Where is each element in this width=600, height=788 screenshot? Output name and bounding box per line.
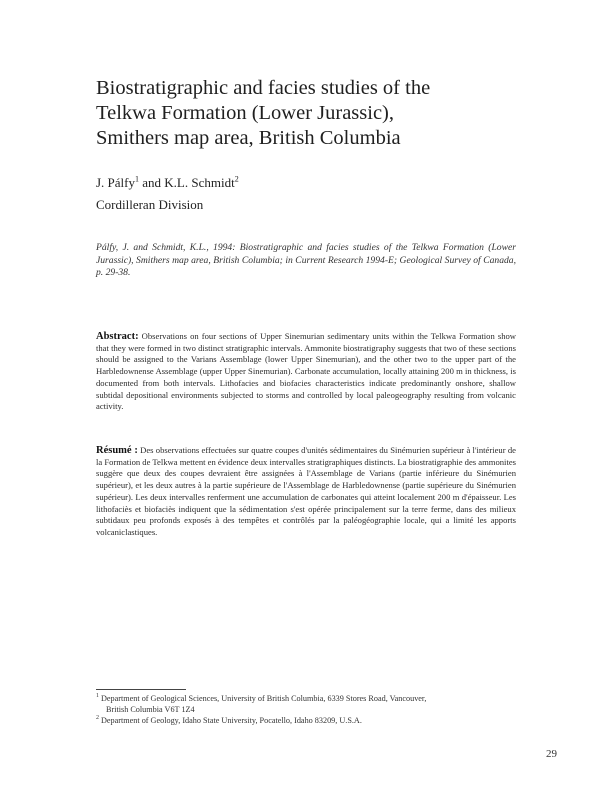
- author-affiliation: Cordilleran Division: [96, 197, 204, 212]
- footnote-1-line-1: Department of Geological Sciences, University of British Columbia, 6339 Stores Road, Vancouver,: [101, 694, 427, 703]
- author-2-name: K.L. Schmidt: [164, 175, 235, 190]
- author-1-name: J. Pálfy: [96, 175, 135, 190]
- author-line: [96, 175, 239, 191]
- footnote-2-mark: 2: [96, 715, 99, 722]
- abstract-label: Abstract:: [96, 331, 139, 342]
- abstract-text: Observations on four sections of Upper Sinemurian sedimentary units within the Telkwa Formation show that they were formed in two distinct stratigraphic intervals. Ammonite biostratigraphy suggests that two of these sections should be assigned to the Varians Assemblage (lower Upper Sinemurian), and the other two to the upper part of the Harbledownense Assemblage (upper Upper Sinemurian). Carbonate accumulation, locally attaining 200 m in thickness, is documented from both intervals. Lithofacies and biofacies characteristics indicate predominantly onshore, shallow subtidal depositional environments subjected to storms and controlled by local paleogeography resulting from volcanic activity.: [96, 331, 516, 412]
- footnote-1-line-2: British Columbia V6T 1Z4: [106, 705, 195, 714]
- page-number: 29: [546, 748, 557, 760]
- abstract-paragraph: [96, 331, 516, 413]
- footnotes: [96, 693, 516, 726]
- paper-title: [96, 76, 536, 151]
- author-2-footnote-mark: 2: [234, 174, 239, 184]
- resume-paragraph: [96, 445, 516, 539]
- title-line-1: Biostratigraphic and facies studies of the: [96, 77, 431, 99]
- title-line-3: Smithers map area, British Columbia: [96, 127, 401, 149]
- footnote-divider: [96, 689, 186, 690]
- author-connector: and: [139, 175, 165, 190]
- footnote-2-text: Department of Geology, Idaho State University, Pocatello, Idaho 83209, U.S.A.: [101, 716, 362, 725]
- footnote-2: [96, 715, 516, 726]
- author-1-footnote-mark: 1: [135, 174, 139, 184]
- resume-text: Des observations effectuées sur quatre coupes d'unités sédimentaires du Sinémurien supérieur à l'intérieur de la Formation de Telkwa mettent en évidence deux intervalles stratigraphiques distincts. La biostratigraphie des ammonites suggère que deux des coupes devraient être assignées à l'Assemblage de Varians (partie inférieure du Sinémurien supérieur), et les deux autres à la partie supérieure de l'Assemblage de Harbledownense (partie supérieure du Sinémurien supérieur). Les deux intervalles renferment une accumulation de carbonates qui atteint localement 200 m d'épaisseur. Les lithofaciès et biofaciès indiquent que la sédimentation s'est opérée principalement sur la terre ferme, dans des milieux subtidaux peu profonds exposés à des tempêtes et contrôlés par la paléogéographie locale, qui a limité les apports volcaniclastiques.: [96, 445, 516, 537]
- resume-label: Résumé :: [96, 445, 138, 456]
- title-line-2: Telkwa Formation (Lower Jurassic),: [96, 102, 395, 124]
- footnote-1: [96, 693, 516, 704]
- footnote-1-mark: 1: [96, 693, 99, 700]
- citation-block: Pálfy, J. and Schmidt, K.L., 1994: Biostratigraphic and facies studies of the Telkwa Formation (Lower Jurassic), Smithers map area, British Columbia; in Current Research 1994-E; Geological Survey of Canada, p. 29-38.: [96, 242, 516, 278]
